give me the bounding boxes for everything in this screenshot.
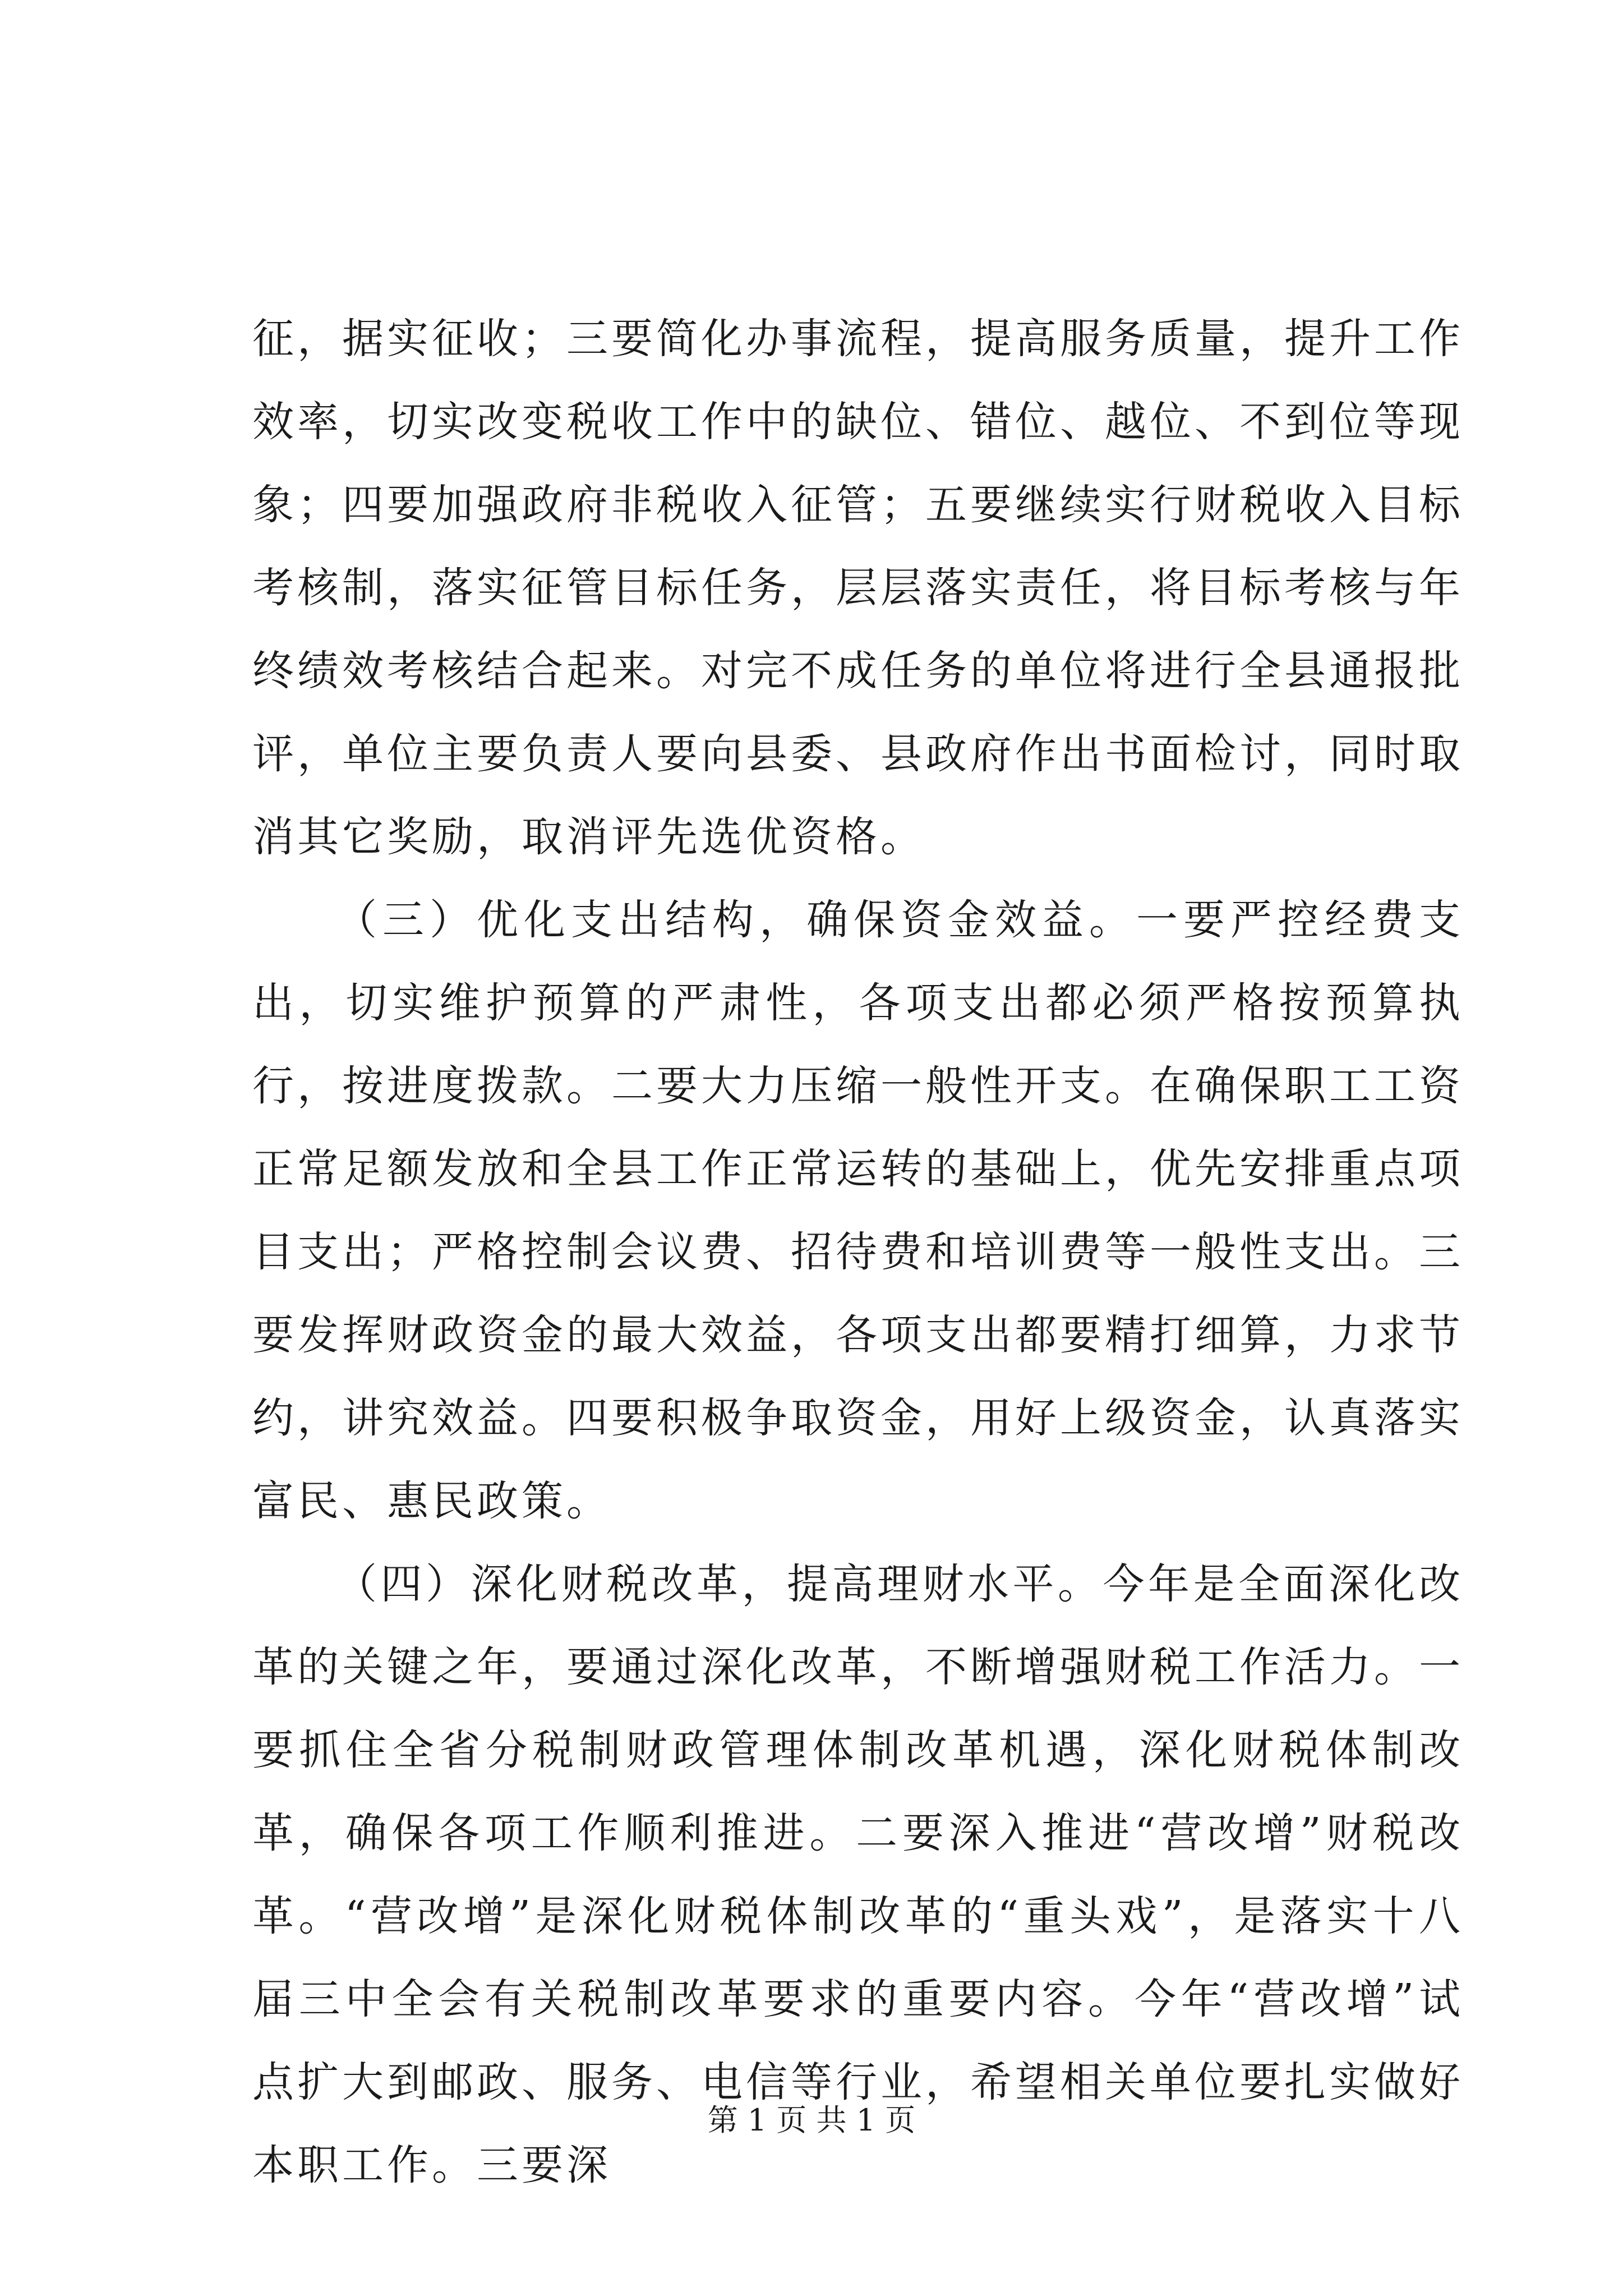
paragraph-1: 征，据实征收；三要简化办事流程，提高服务质量，提升工作效率，切实改变税收工作中的缺位、错位、越位、不到位等现象；四要加强政府非税收入征管；五要继续实行财税收入目标考核制，落实征管目标任务，层层落实责任，将目标考核与年终绩效考核结合起来。对完不成任务的单位将进行全县通报批评，单位主要负责人要向县委、县政府作出书面检讨，同时取消其它奖励，取消评先选优资格。 bbox=[252, 315, 1464, 861]
paragraph-2: （三）优化支出结构，确保资金效益。一要严控经费支出，切实维护预算的严肃性，各项支出都必须严格按预算执行，按进度拨款。二要大力压缩一般性开支。在确保职工工资正常足额发放和全县工作正常运转的基础上，优先安排重点项目支出；严格控制会议费、招待费和培训费等一般性支出。三要发挥财政资金的最大效益，各项支出都要精打细算，力求节约，讲究效益。四要积极争取资金，用好上级资金，认真落实富民、惠民政策。 bbox=[252, 896, 1464, 1525]
document-body bbox=[252, 297, 1464, 2207]
paragraph-3: （四）深化财税改革，提高理财水平。今年是全面深化改革的关键之年，要通过深化改革，不断增强财税工作活力。一要抓住全省分税制财政管理体制改革机遇，深化财税体制改革，确保各项工作顺利推进。二要深入推进“营改增”财税改革。“营改增”是深化财税体制改革的“重头戏”，是落实十八届三中全会有关税制改革要求的重要内容。今年“营改增”试点扩大到邮政、服务、电信等行业，希望相关单位要扎实做好本职工作。三要深 bbox=[252, 1560, 1464, 2189]
page-footer: 第 1 页 共 1 页 bbox=[707, 2102, 916, 2138]
